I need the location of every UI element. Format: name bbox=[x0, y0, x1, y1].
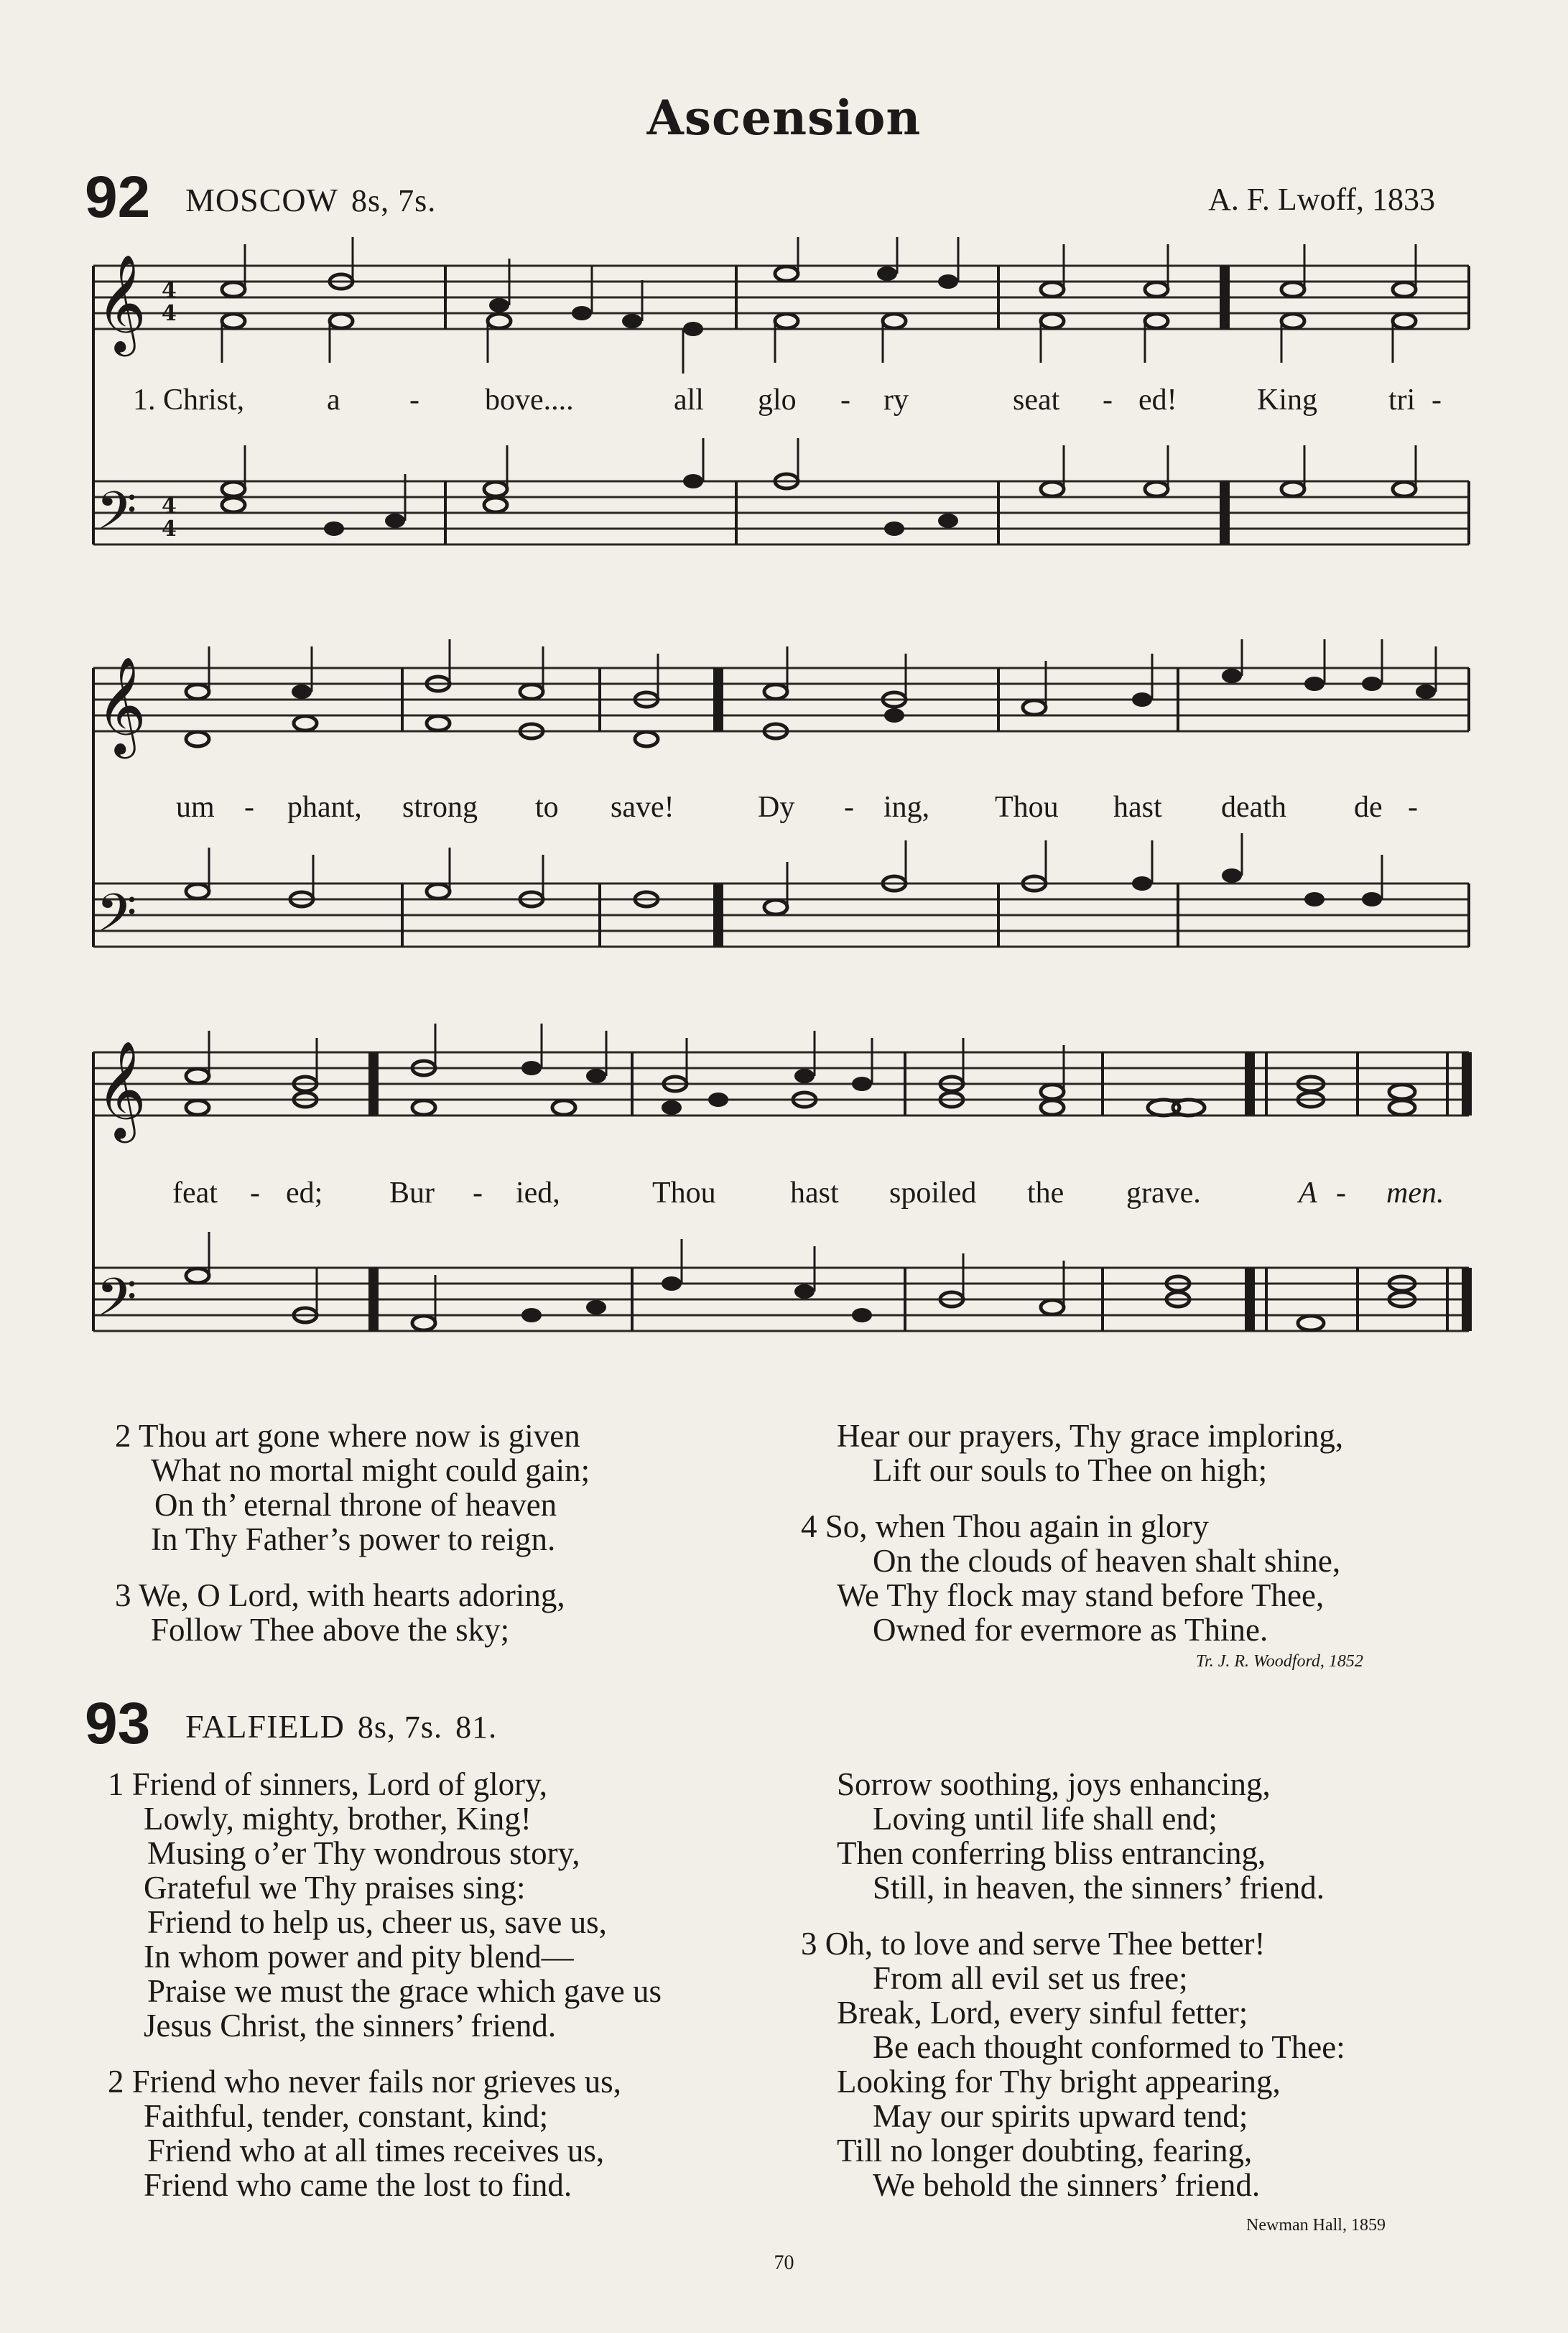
lyric-syllable: Bur bbox=[389, 1177, 435, 1210]
verse-line bbox=[108, 2064, 662, 2099]
lyric-syllable: ed! bbox=[1138, 384, 1177, 417]
lyric-syllable: - bbox=[840, 384, 850, 417]
verse-text: So, when Thou again in glory bbox=[825, 1508, 1209, 1544]
svg-text:4: 4 bbox=[162, 493, 177, 519]
verse-3 bbox=[115, 1578, 590, 1647]
lyric-syllable: Thou bbox=[652, 1177, 716, 1210]
verse-line: Be each thought conformed to Thee: bbox=[873, 2029, 1345, 2065]
verse-line bbox=[115, 1578, 590, 1613]
verse-4 bbox=[801, 1509, 1343, 1647]
svg-text:4: 4 bbox=[162, 278, 177, 303]
verse-text: Oh, to love and serve Thee better! bbox=[825, 1926, 1266, 1962]
lyric-syllable: Thou bbox=[995, 791, 1059, 824]
lyric-syllable: grave. bbox=[1126, 1177, 1201, 1210]
verse-number: 2 bbox=[108, 2064, 124, 2100]
verse-line: Loving until life shall end; bbox=[873, 1801, 1217, 1837]
bass-clef-icon: 𝄢 bbox=[96, 882, 137, 956]
verse-line bbox=[801, 1926, 1345, 1961]
verse-line: Still, in heaven, the sinners’ friend. bbox=[873, 1870, 1325, 1906]
verse-text: We, O Lord, with hearts adoring, bbox=[138, 1577, 565, 1613]
lyric-syllable: King bbox=[1257, 384, 1317, 417]
verse-line: Friend to help us, cheer us, save us, bbox=[147, 1904, 607, 1940]
hymn-92-tune-name: MOSCOW bbox=[185, 182, 339, 218]
hymn-93-verses-left bbox=[108, 1767, 662, 2202]
bass-clef-icon: 𝄢 bbox=[96, 480, 137, 554]
lyric-syllable: de bbox=[1354, 791, 1383, 824]
verse-line: What no mortal might could gain; bbox=[151, 1452, 590, 1488]
verse-line: Lift our souls to Thee on high; bbox=[873, 1452, 1268, 1488]
lyric-syllable: um bbox=[176, 791, 215, 824]
hymn-92-tune bbox=[185, 181, 436, 219]
verse-line: Owned for evermore as Thine. bbox=[873, 1612, 1268, 1648]
treble-clef-icon: 𝄞 bbox=[96, 1039, 147, 1138]
lyric-syllable: save! bbox=[611, 791, 674, 824]
treble-staff bbox=[93, 266, 1469, 329]
verse-line: In Thy Father’s power to reign. bbox=[151, 1521, 556, 1557]
hymn-93-tune-name: FALFIELD bbox=[185, 1708, 345, 1745]
lyrics-system-1 bbox=[93, 383, 1458, 426]
bass-clef-icon: 𝄢 bbox=[96, 1266, 137, 1340]
verse-text: Thou art gone where now is given bbox=[138, 1418, 580, 1454]
lyrics-system-2 bbox=[93, 790, 1458, 833]
verse-line: Praise we must the grace which gave us bbox=[147, 1973, 662, 2009]
verse-text: Friend of sinners, Lord of glory, bbox=[131, 1766, 547, 1802]
verse-line: Jesus Christ, the sinners’ friend. bbox=[144, 2008, 557, 2044]
verse-number: 3 bbox=[115, 1577, 131, 1613]
lyric-syllable: men. bbox=[1386, 1177, 1444, 1210]
verse-2-continued bbox=[801, 1767, 1345, 1905]
verse-line: Looking for Thy bright appearing, bbox=[837, 2064, 1281, 2100]
verse-line: In whom power and pity blend— bbox=[144, 1939, 574, 1975]
verse-number: 2 bbox=[115, 1418, 131, 1454]
bass-staff bbox=[93, 481, 1469, 544]
verse-text: Friend who never fails nor grieves us, bbox=[131, 2064, 621, 2100]
treble-clef-icon: 𝄞 bbox=[96, 655, 147, 754]
verse-line: On th’ eternal throne of heaven bbox=[154, 1487, 557, 1523]
hymn-93-header bbox=[85, 1692, 1435, 1756]
verse-line: Hear our prayers, Thy grace imploring, bbox=[837, 1418, 1344, 1454]
notes bbox=[186, 639, 1436, 914]
lyric-syllable: ing, bbox=[883, 791, 930, 824]
lyric-syllable: ry bbox=[883, 384, 909, 417]
verse-line bbox=[108, 1767, 662, 1801]
hymn-92-header bbox=[85, 165, 1435, 230]
verse-number: 1 bbox=[108, 1766, 124, 1802]
lyric-syllable: - bbox=[244, 791, 254, 824]
lyric-syllable: hast bbox=[1113, 791, 1162, 824]
hymn-92-composer: A. F. Lwoff, 1833 bbox=[1208, 182, 1435, 217]
hymn-93-meter: 8s, 7s. bbox=[357, 1710, 443, 1745]
lyric-syllable: 1. Christ, bbox=[133, 384, 245, 417]
lyric-syllable: seat bbox=[1013, 384, 1060, 417]
lyric-syllable: - bbox=[1432, 384, 1442, 417]
lyric-syllable: death bbox=[1221, 791, 1286, 824]
lyric-syllable: feat bbox=[172, 1177, 218, 1210]
verse-1 bbox=[108, 1767, 662, 2043]
verse-line: We Thy flock may stand before Thee, bbox=[837, 1577, 1325, 1613]
lyric-syllable: the bbox=[1027, 1177, 1064, 1210]
lyric-syllable: ied, bbox=[516, 1177, 560, 1210]
verse-line: Musing o’er Thy wondrous story, bbox=[147, 1835, 580, 1871]
hymn-93-number: 93 bbox=[85, 1691, 151, 1756]
lyric-syllable: - bbox=[473, 1177, 483, 1210]
verse-line: Lowly, mighty, brother, King! bbox=[144, 1801, 532, 1837]
verse-line bbox=[801, 1509, 1343, 1544]
verse-number: 4 bbox=[801, 1508, 817, 1544]
verse-number: 3 bbox=[801, 1926, 817, 1962]
hymn-92-number: 92 bbox=[85, 164, 151, 230]
lyric-syllable: tri bbox=[1388, 384, 1416, 417]
lyric-syllable: phant, bbox=[287, 791, 362, 824]
hymn-92-meter: 8s, 7s. bbox=[351, 183, 437, 218]
lyric-syllable: bove.... bbox=[485, 384, 574, 417]
lyric-syllable: Dy bbox=[758, 791, 795, 824]
verse-line: Grateful we Thy praises sing: bbox=[144, 1870, 526, 1906]
hymn-92-verses-right bbox=[801, 1419, 1343, 1647]
verse-line: From all evil set us free; bbox=[873, 1960, 1188, 1996]
verse-line: Friend who came the lost to find. bbox=[144, 2167, 572, 2203]
lyric-syllable: strong bbox=[402, 791, 478, 824]
lyric-syllable: hast bbox=[790, 1177, 839, 1210]
verse-2 bbox=[108, 2064, 662, 2202]
lyric-syllable: ed; bbox=[286, 1177, 323, 1210]
lyric-syllable: A bbox=[1299, 1177, 1317, 1210]
svg-text:4: 4 bbox=[162, 301, 177, 326]
hymn-93-tune bbox=[185, 1707, 497, 1745]
verse-line: Break, Lord, every sinful fetter; bbox=[837, 1995, 1248, 2031]
lyric-syllable: - bbox=[1408, 791, 1418, 824]
hymn-92-translator: Tr. J. R. Woodford, 1852 bbox=[1196, 1652, 1363, 1671]
lyric-syllable: - bbox=[844, 791, 854, 824]
verse-3-continued bbox=[801, 1419, 1343, 1488]
lyric-syllable: - bbox=[1336, 1177, 1346, 1210]
verse-line: May our spirits upward tend; bbox=[873, 2098, 1248, 2134]
treble-clef-icon: 𝄞 bbox=[96, 253, 147, 352]
verse-line: On the clouds of heaven shalt shine, bbox=[873, 1543, 1341, 1579]
lyric-syllable: - bbox=[409, 384, 419, 417]
verse-line: Friend who at all times receives us, bbox=[147, 2133, 605, 2169]
hymn-93-tune-number: 81. bbox=[455, 1710, 498, 1745]
verse-line: Faithful, tender, constant, kind; bbox=[144, 2098, 549, 2134]
lyrics-system-3 bbox=[93, 1176, 1458, 1219]
lyric-syllable: all bbox=[674, 384, 704, 417]
hymn-93-author: Newman Hall, 1859 bbox=[1246, 2216, 1386, 2235]
lyric-syllable: glo bbox=[758, 384, 797, 417]
verse-2 bbox=[115, 1419, 590, 1557]
hymn-93-verses-right bbox=[801, 1767, 1345, 2202]
section-heading: Ascension bbox=[646, 90, 922, 146]
lyric-syllable: spoiled bbox=[889, 1177, 977, 1210]
lyric-syllable: a bbox=[327, 384, 340, 417]
verse-line: Sorrow soothing, joys enhancing, bbox=[837, 1766, 1271, 1802]
verse-line: Then conferring bliss entrancing, bbox=[837, 1835, 1266, 1871]
verse-line: Till no longer doubting, fearing, bbox=[837, 2133, 1253, 2169]
verse-line: Follow Thee above the sky; bbox=[151, 1612, 510, 1648]
lyric-syllable: - bbox=[1103, 384, 1113, 417]
svg-text:4: 4 bbox=[162, 516, 177, 542]
verse-line bbox=[115, 1419, 590, 1453]
hymn-92-verses-left bbox=[115, 1419, 590, 1647]
page-number: 70 bbox=[774, 2252, 794, 2274]
lyric-syllable: to bbox=[535, 791, 559, 824]
lyric-syllable: - bbox=[250, 1177, 260, 1210]
verse-3 bbox=[801, 1926, 1345, 2202]
verse-line: We behold the sinners’ friend. bbox=[873, 2167, 1261, 2203]
